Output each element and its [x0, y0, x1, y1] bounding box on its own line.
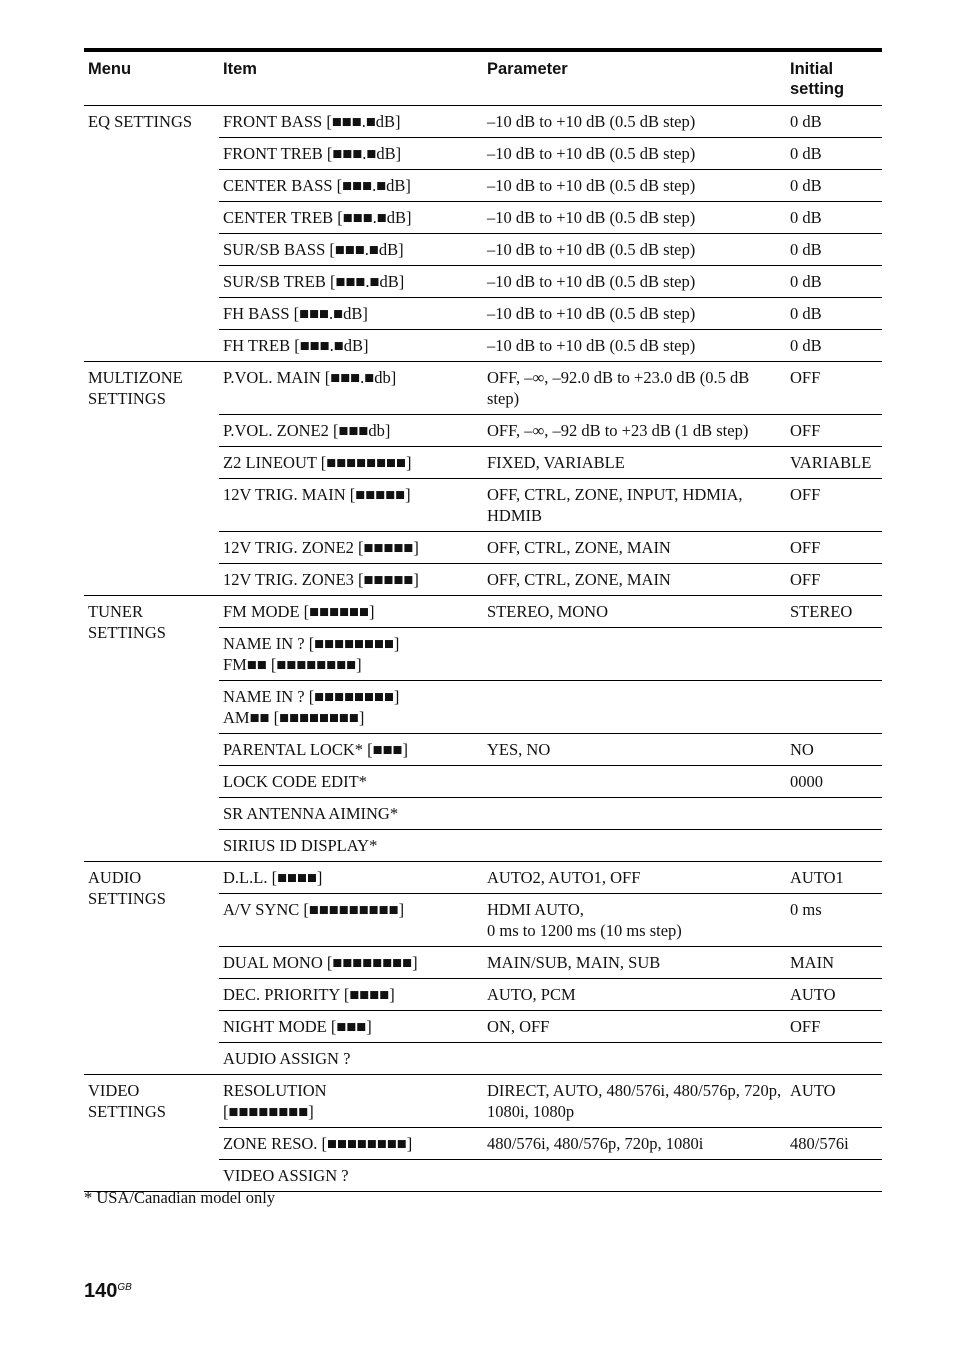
item-cell: SR ANTENNA AIMING* [219, 798, 483, 830]
item-cell: ZONE RESO. [■■■■■■■■] [219, 1128, 483, 1160]
initial-setting-cell [786, 628, 882, 681]
item-cell: A/V SYNC [■■■■■■■■■] [219, 894, 483, 947]
initial-setting-cell: NO [786, 734, 882, 766]
initial-setting-cell [786, 1160, 882, 1192]
item-cell: NAME IN ? [■■■■■■■■] FM■■ [■■■■■■■■] [219, 628, 483, 681]
item-cell: P.VOL. ZONE2 [■■■db] [219, 415, 483, 447]
header-parameter: Parameter [483, 50, 786, 106]
parameter-cell [483, 766, 786, 798]
header-item: Item [219, 50, 483, 106]
item-cell: VIDEO ASSIGN ? [219, 1160, 483, 1192]
item-cell: CENTER TREB [■■■.■dB] [219, 202, 483, 234]
item-cell: 12V TRIG. ZONE3 [■■■■■] [219, 564, 483, 596]
parameter-cell: AUTO2, AUTO1, OFF [483, 862, 786, 894]
parameter-cell [483, 1043, 786, 1075]
parameter-cell: –10 dB to +10 dB (0.5 dB step) [483, 202, 786, 234]
item-cell: SUR/SB BASS [■■■.■dB] [219, 234, 483, 266]
page-number-suffix: GB [117, 1282, 132, 1293]
initial-setting-cell: VARIABLE [786, 447, 882, 479]
initial-setting-cell [786, 1043, 882, 1075]
table-body [84, 106, 882, 1192]
initial-setting-cell: 0 dB [786, 170, 882, 202]
item-cell: FRONT BASS [■■■.■dB] [219, 106, 483, 138]
item-cell: DUAL MONO [■■■■■■■■] [219, 947, 483, 979]
initial-setting-cell: 0 dB [786, 266, 882, 298]
initial-setting-cell [786, 830, 882, 862]
item-cell: Z2 LINEOUT [■■■■■■■■] [219, 447, 483, 479]
parameter-cell: MAIN/SUB, MAIN, SUB [483, 947, 786, 979]
parameter-cell: –10 dB to +10 dB (0.5 dB step) [483, 106, 786, 138]
parameter-cell: –10 dB to +10 dB (0.5 dB step) [483, 138, 786, 170]
item-cell: P.VOL. MAIN [■■■.■db] [219, 362, 483, 415]
initial-setting-cell: 0 dB [786, 106, 882, 138]
page-number-value: 140 [84, 1280, 118, 1302]
parameter-cell: 480/576i, 480/576p, 720p, 1080i [483, 1128, 786, 1160]
item-cell: NAME IN ? [■■■■■■■■] AM■■ [■■■■■■■■] [219, 681, 483, 734]
initial-setting-cell: OFF [786, 532, 882, 564]
menu-cell: VIDEO SETTINGS [84, 1075, 219, 1192]
initial-setting-cell: 0 dB [786, 138, 882, 170]
initial-setting-cell: AUTO1 [786, 862, 882, 894]
parameter-cell: DIRECT, AUTO, 480/576i, 480/576p, 720p, 1080i, 1080p [483, 1075, 786, 1128]
initial-setting-cell: OFF [786, 479, 882, 532]
table-row [84, 362, 882, 415]
initial-setting-cell: OFF [786, 415, 882, 447]
initial-setting-cell: 0 dB [786, 330, 882, 362]
parameter-cell: OFF, CTRL, ZONE, MAIN [483, 564, 786, 596]
item-cell: FRONT TREB [■■■.■dB] [219, 138, 483, 170]
footnote: * USA/Canadian model only [84, 1188, 276, 1207]
parameter-cell: OFF, –∞, –92 dB to +23 dB (1 dB step) [483, 415, 786, 447]
parameter-cell: OFF, CTRL, ZONE, MAIN [483, 532, 786, 564]
parameter-cell: ON, OFF [483, 1011, 786, 1043]
parameter-cell [483, 628, 786, 681]
menu-cell: AUDIO SETTINGS [84, 862, 219, 1075]
header-menu: Menu [84, 50, 219, 106]
table-row [84, 596, 882, 628]
initial-setting-cell: STEREO [786, 596, 882, 628]
table-row [84, 1075, 882, 1128]
item-cell: D.L.L. [■■■■] [219, 862, 483, 894]
initial-setting-cell: OFF [786, 564, 882, 596]
parameter-cell: –10 dB to +10 dB (0.5 dB step) [483, 298, 786, 330]
item-cell: PARENTAL LOCK* [■■■] [219, 734, 483, 766]
menu-cell: TUNER SETTINGS [84, 596, 219, 862]
item-cell: NIGHT MODE [■■■] [219, 1011, 483, 1043]
initial-setting-cell: OFF [786, 1011, 882, 1043]
initial-setting-cell: 480/576i [786, 1128, 882, 1160]
initial-setting-cell: AUTO [786, 1075, 882, 1128]
parameter-cell: YES, NO [483, 734, 786, 766]
item-cell: 12V TRIG. ZONE2 [■■■■■] [219, 532, 483, 564]
initial-setting-cell: OFF [786, 362, 882, 415]
parameter-cell: HDMI AUTO, 0 ms to 1200 ms (10 ms step) [483, 894, 786, 947]
parameter-cell [483, 798, 786, 830]
item-cell: DEC. PRIORITY [■■■■] [219, 979, 483, 1011]
parameter-cell: OFF, –∞, –92.0 dB to +23.0 dB (0.5 dB step) [483, 362, 786, 415]
initial-setting-cell: 0 dB [786, 234, 882, 266]
item-cell: CENTER BASS [■■■.■dB] [219, 170, 483, 202]
initial-setting-cell: 0 dB [786, 202, 882, 234]
table-row [84, 862, 882, 894]
item-cell: FH BASS [■■■.■dB] [219, 298, 483, 330]
table-header-row [84, 50, 882, 106]
settings-table [84, 48, 882, 1192]
item-cell: FH TREB [■■■.■dB] [219, 330, 483, 362]
menu-cell: MULTIZONE SETTINGS [84, 362, 219, 596]
table-row [84, 106, 882, 138]
initial-setting-cell: MAIN [786, 947, 882, 979]
initial-setting-cell [786, 681, 882, 734]
parameter-cell: –10 dB to +10 dB (0.5 dB step) [483, 266, 786, 298]
parameter-cell: STEREO, MONO [483, 596, 786, 628]
initial-setting-cell: 0000 [786, 766, 882, 798]
item-cell: RESOLUTION [■■■■■■■■] [219, 1075, 483, 1128]
parameter-cell: –10 dB to +10 dB (0.5 dB step) [483, 234, 786, 266]
parameter-cell [483, 1160, 786, 1192]
initial-setting-cell: 0 ms [786, 894, 882, 947]
parameter-cell: OFF, CTRL, ZONE, INPUT, HDMIA, HDMIB [483, 479, 786, 532]
item-cell: FM MODE [■■■■■■] [219, 596, 483, 628]
initial-setting-cell: AUTO [786, 979, 882, 1011]
initial-setting-cell [786, 798, 882, 830]
header-initial-setting: Initial setting [786, 50, 882, 106]
initial-setting-cell: 0 dB [786, 298, 882, 330]
item-cell: SIRIUS ID DISPLAY* [219, 830, 483, 862]
parameter-cell: FIXED, VARIABLE [483, 447, 786, 479]
parameter-cell [483, 681, 786, 734]
item-cell: AUDIO ASSIGN ? [219, 1043, 483, 1075]
parameter-cell: –10 dB to +10 dB (0.5 dB step) [483, 330, 786, 362]
parameter-cell: –10 dB to +10 dB (0.5 dB step) [483, 170, 786, 202]
item-cell: 12V TRIG. MAIN [■■■■■] [219, 479, 483, 532]
parameter-cell [483, 830, 786, 862]
menu-cell: EQ SETTINGS [84, 106, 219, 362]
item-cell: LOCK CODE EDIT* [219, 766, 483, 798]
parameter-cell: AUTO, PCM [483, 979, 786, 1011]
item-cell: SUR/SB TREB [■■■.■dB] [219, 266, 483, 298]
page-number [84, 1280, 132, 1303]
